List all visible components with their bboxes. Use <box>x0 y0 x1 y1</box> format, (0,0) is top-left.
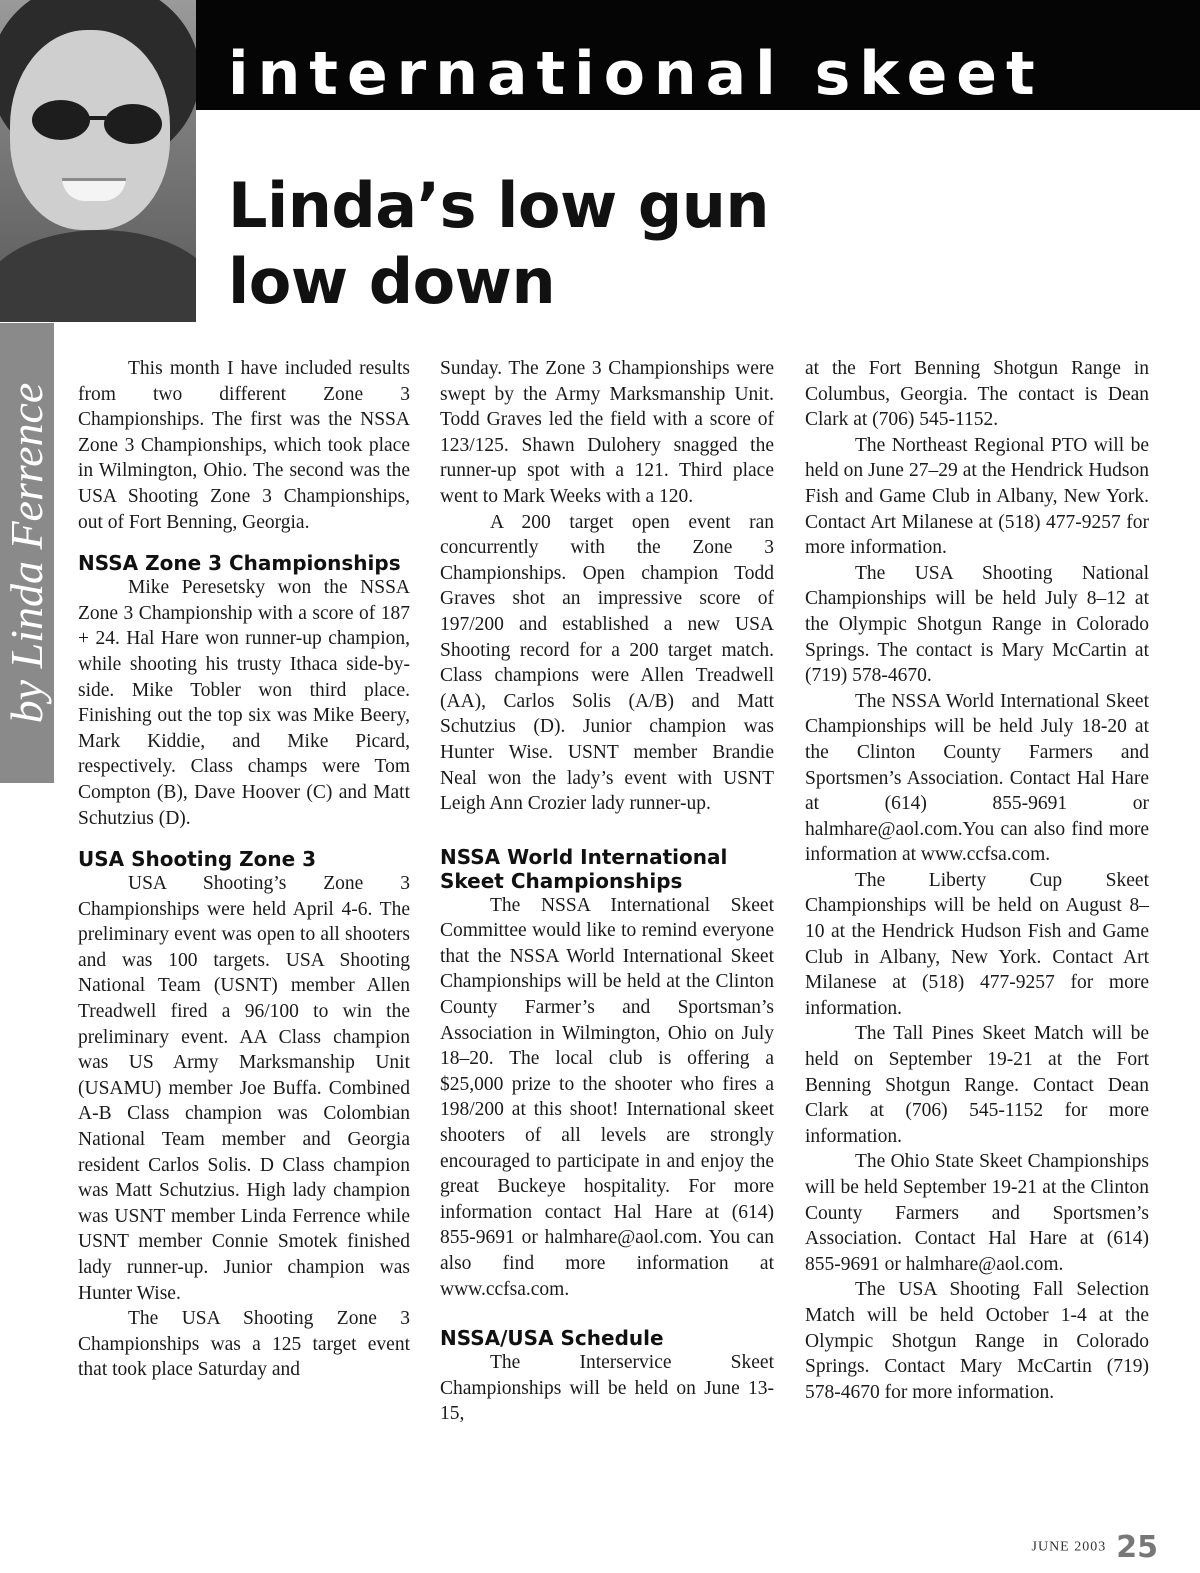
section-heading: USA Shooting Zone 3 <box>78 847 317 872</box>
body-paragraph: Mike Peresetsky won the NSSA Zone 3 Championship with a score of 187 + 24. Hal Hare won runner-up champion, while shooting his trusty Ithaca side-by-side. Mike Tobler won third place. Finishing out the top six was Mike Beery, Mark Kiddie, and Mike Picard, respectively. Class champs were Tom Compton (B), Dave Hoover (C) and Matt Schutzius (D). <box>78 577 410 829</box>
section-title: international skeet <box>228 39 1044 109</box>
body-paragraph: USA Shooting’s Zone 3 Championships were held April 4-6. The preliminary event was open to all shooters and was 100 targets. USA Shooting National Team (USNT) member Allen Treadwell fired a 96/100 to win the preliminary event. AA Class champion was US Army Marksmanship Unit (USAMU) member Joe Buffa. Combined A-B Class champion was Colombian National Team member and Georgia resident Carlos Solis. D Class champion was Matt Schutzius. High lady champion was USNT member Linda Ferrence while USNT member Connie Smotek finished lady runner-up. Junior champion was Hunter Wise. <box>78 873 410 1304</box>
sunglasses-right-lens <box>104 104 162 144</box>
author-photo <box>0 0 196 322</box>
body-paragraph-continued: at the Fort Benning Shotgun Range in Columbus, Georgia. The contact is Dean Clark at (706) 545-1152. <box>805 358 1149 431</box>
schedule-item: The NSSA World International Skeet Championships will be held July 18-20 at the Clinton County Farmers and Sportsmen’s Association. Contact Hal Hare at (614) 855-9691 or halmhare@aol.com.You can also find more information at www.ccfsa.com. <box>805 690 1149 866</box>
author-byline-strip <box>0 323 54 783</box>
schedule-item: The Tall Pines Skeet Match will be held on September 19-21 at the Fort Benning Shotgun Range. Contact Dean Clark at (706) 545-1152 for more information. <box>805 1023 1149 1147</box>
body-paragraph: The USA Shooting Zone 3 Championships was a 125 target event that took place Saturday and <box>78 1308 410 1381</box>
schedule-item: The USA Shooting National Championships will be held July 8–12 at the Olympic Shotgun Range in Colorado Springs. The contact is Mary McCartin at (719) 578-4670. <box>805 562 1149 687</box>
issue-date: JUNE 2003 <box>1031 1539 1107 1555</box>
article-column-2 <box>440 356 774 1427</box>
schedule-item: The Liberty Cup Skeet Championships will be held on August 8–10 at the Hendrick Hudson Fish and Game Club in Albany, New York. Contact Art Milanese at (518) 477-9257 for more information. <box>805 869 1149 1019</box>
article-headline <box>228 168 769 320</box>
sunglasses-left-lens <box>32 100 90 140</box>
schedule-item: The Ohio State Skeet Championships will be held September 19-21 at the Clinton County Farmers and Sportsmen’s Association. Contact Hal Hare at (614) 855-9691 or halmhare@aol.com. <box>805 1151 1149 1275</box>
page-number: 25 <box>1116 1530 1158 1565</box>
article-column-1 <box>78 356 410 1383</box>
body-paragraph-continued: Sunday. The Zone 3 Championships were swept by the Army Marksmanship Unit. Todd Graves led the field with a score of 123/125. Shawn Dulohery snagged the runner-up spot with a 121. Third place went to Mark Weeks with a 120. <box>440 358 774 507</box>
section-heading: NSSA Zone 3 Championships <box>78 551 401 576</box>
section-heading: NSSA World International Skeet Championships <box>440 844 728 893</box>
headline-line-2: low down <box>228 245 556 318</box>
body-paragraph: The Interservice Skeet Championships will be held on June 13-15, <box>440 1352 774 1425</box>
article-column-3 <box>805 356 1149 1405</box>
body-paragraph: A 200 target open event ran concurrently with the Zone 3 Championships. Open champion Todd Graves shot an impressive score of 197/200 and established a new USA Shooting record for a 200 target match. Class champions were Allen Treadwell (AA), Carlos Solis (A/B) and Matt Schutzius (D). Junior champion was Hunter Wise. USNT member Brandie Neal won the lady’s event with USNT Leigh Ann Crozier lady runner-up. <box>440 511 774 815</box>
headline-line-1: Linda’s low gun <box>228 169 770 242</box>
section-heading: NSSA/USA Schedule <box>440 1326 664 1351</box>
body-paragraph: The NSSA International Skeet Committee would like to remind everyone that the NSSA World International Skeet Championships will be held at the Clinton County Farmer’s and Sportsman’s Association in Wilmington, Ohio on July 18–20. The local club is offering a $25,000 prize to the shooter who fires a 198/200 at this shoot! International skeet shooters of all levels are strongly encouraged to participate in and enjoy the great Buckeye hospitality. For more information contact Hal Hare at (614) 855-9691 or halmhare@aol.com. You can also find more information at www.ccfsa.com. <box>440 894 774 1300</box>
schedule-item: The USA Shooting Fall Selection Match will be held October 1-4 at the Olympic Shotgun Range in Colorado Springs. Contact Mary McCartin (719) 578-4670 for more information. <box>805 1279 1149 1403</box>
schedule-item: The Northeast Regional PTO will be held on June 27–29 at the Hendrick Hudson Fish and Game Club in Albany, New York. Contact Art Milanese at (518) 477-9257 for more information. <box>805 434 1149 559</box>
page-footer <box>1032 1530 1158 1565</box>
intro-paragraph: This month I have included results from two different Zone 3 Championships. The first was the NSSA Zone 3 Championships, which took place in Wilmington, Ohio. The second was the USA Shooting Zone 3 Championships, out of Fort Benning, Georgia. <box>78 358 410 533</box>
author-byline: by Linda Ferrence <box>1 382 52 724</box>
